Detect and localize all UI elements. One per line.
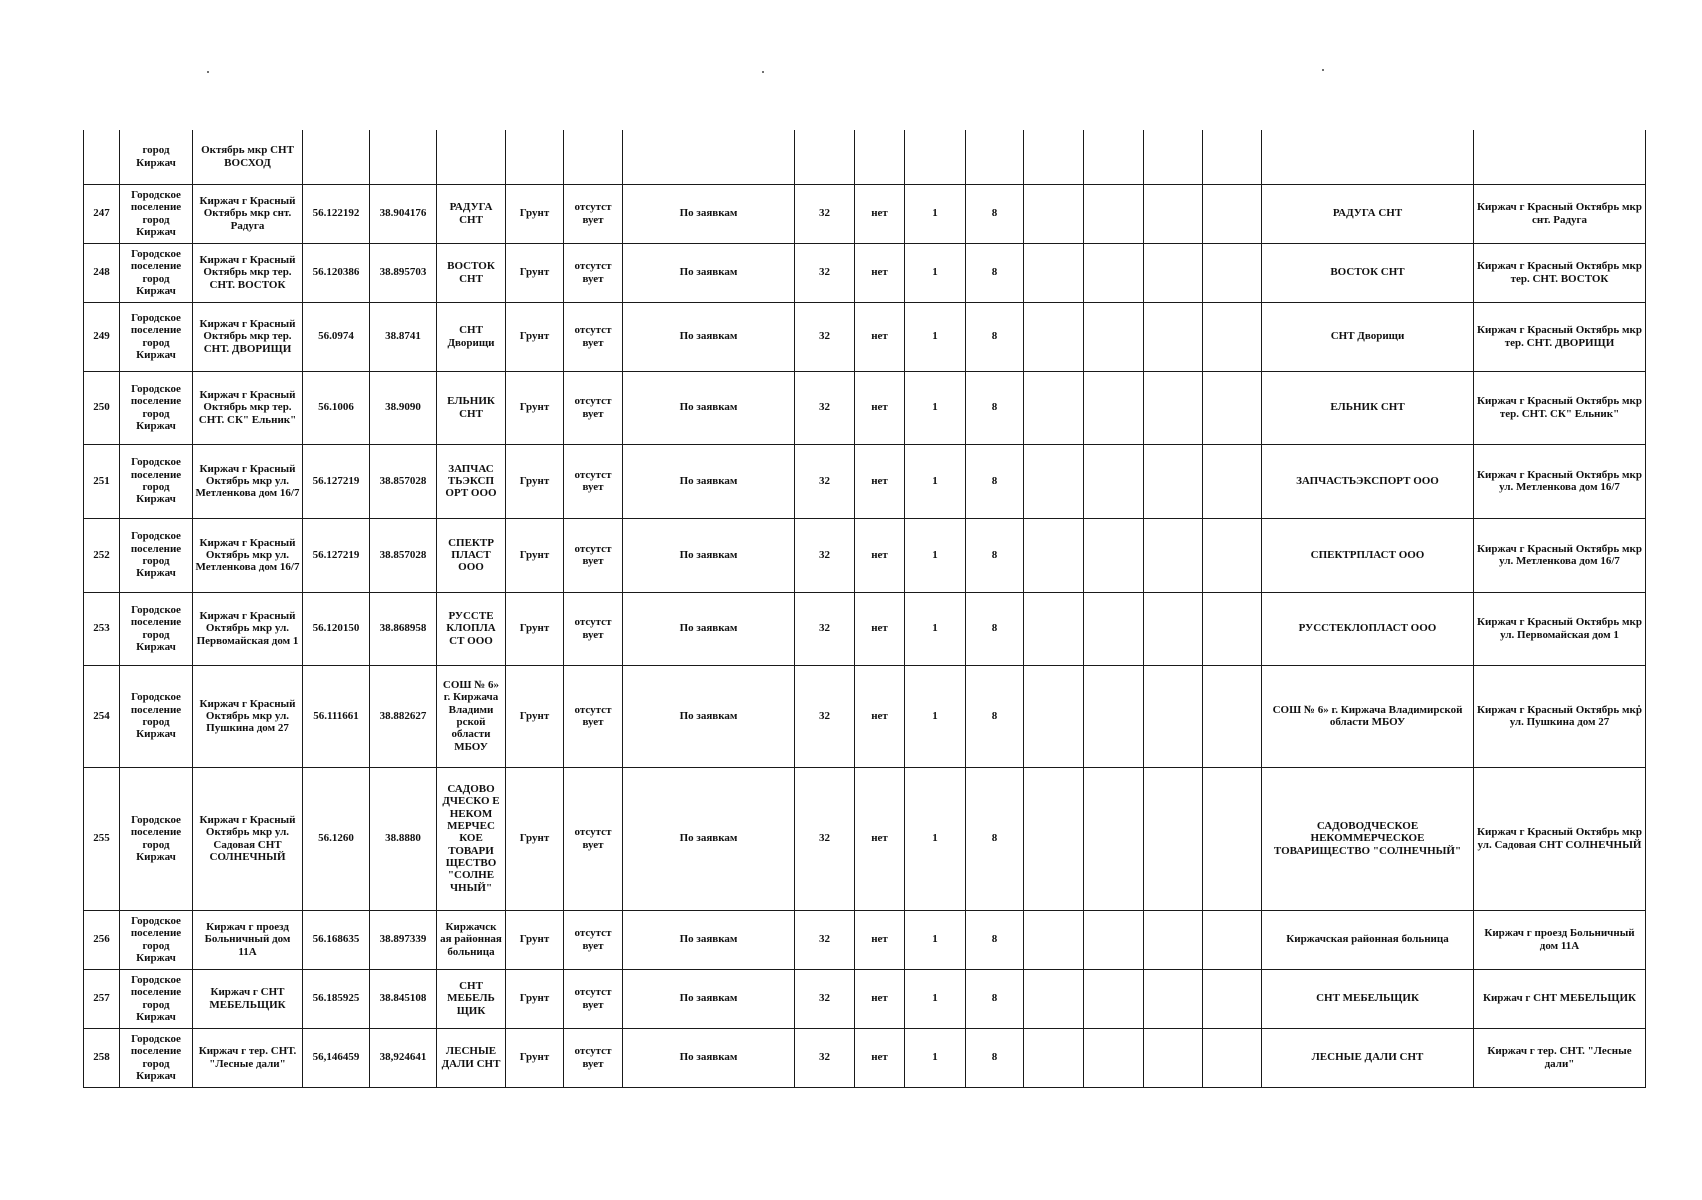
address-cell: Октябрь мкр СНТ ВОСХОД <box>193 130 303 184</box>
canopy-cell: нет <box>855 910 905 969</box>
empty-cell <box>1144 518 1203 592</box>
empty-cell <box>1024 184 1084 243</box>
capacity-cell: 32 <box>795 184 855 243</box>
empty-cell <box>1144 767 1203 910</box>
schedule-cell: По заявкам <box>623 243 795 302</box>
fence-cell: отсутст вует <box>564 910 623 969</box>
empty-cell <box>1024 130 1084 184</box>
row-number-cell: 252 <box>84 518 120 592</box>
schedule-cell: По заявкам <box>623 910 795 969</box>
address-cell: Киржач г Красный Октябрь мкр ул. Первомайская дом 1 <box>193 592 303 665</box>
empty-cell <box>1203 592 1262 665</box>
table-row <box>84 910 1646 969</box>
latitude-cell: 56.0974 <box>303 302 370 371</box>
owner-name-cell: СНТ МЕБЕЛЬЩИК <box>1262 969 1474 1028</box>
fence-cell: отсутст вует <box>564 444 623 518</box>
latitude-cell: 56.120150 <box>303 592 370 665</box>
latitude-cell: 56,146459 <box>303 1028 370 1087</box>
canopy-cell: нет <box>855 518 905 592</box>
surface-cell: Грунт <box>506 1028 564 1087</box>
fence-cell: отсутст вует <box>564 665 623 767</box>
table-row <box>84 184 1646 243</box>
address-cell: Киржач г Красный Октябрь мкр снт. Радуга <box>193 184 303 243</box>
fence-cell: отсутст вует <box>564 302 623 371</box>
source-org-cell <box>437 130 506 184</box>
empty-cell <box>1144 592 1203 665</box>
owner-address-cell: Киржач г Красный Октябрь мкр ул. Садовая СНТ СОЛНЕЧНЫЙ <box>1474 767 1646 910</box>
table-row <box>84 371 1646 444</box>
owner-address-cell: Киржач г Красный Октябрь мкр тер. СНТ. ДВОРИЩИ <box>1474 302 1646 371</box>
row-number-cell: 255 <box>84 767 120 910</box>
containers-cell: 1 <box>905 767 966 910</box>
empty-cell <box>1084 518 1144 592</box>
canopy-cell <box>855 130 905 184</box>
table-row <box>84 243 1646 302</box>
longitude-cell: 38.895703 <box>370 243 437 302</box>
volume-cell <box>966 130 1024 184</box>
address-cell: Киржач г тер. СНТ. "Лесные дали" <box>193 1028 303 1087</box>
capacity-cell: 32 <box>795 371 855 444</box>
address-cell: Киржач г Красный Октябрь мкр ул. Пушкина дом 27 <box>193 665 303 767</box>
canopy-cell: нет <box>855 302 905 371</box>
longitude-cell: 38,924641 <box>370 1028 437 1087</box>
surface-cell: Грунт <box>506 184 564 243</box>
longitude-cell <box>370 130 437 184</box>
empty-cell <box>1024 371 1084 444</box>
volume-cell: 8 <box>966 1028 1024 1087</box>
volume-cell: 8 <box>966 243 1024 302</box>
schedule-cell: По заявкам <box>623 518 795 592</box>
source-org-cell: СНТ МЕБЕЛЬ ЩИК <box>437 969 506 1028</box>
capacity-cell: 32 <box>795 910 855 969</box>
volume-cell: 8 <box>966 444 1024 518</box>
owner-address-cell: Киржач г Красный Октябрь мкр ул. Метленкова дом 16/7 <box>1474 518 1646 592</box>
volume-cell: 8 <box>966 910 1024 969</box>
settlement-cell: Городское поселение город Киржач <box>120 910 193 969</box>
empty-cell <box>1084 444 1144 518</box>
source-org-cell: ЗАПЧАС ТЬЭКСП ОРТ ООО <box>437 444 506 518</box>
source-org-cell: РАДУГА СНТ <box>437 184 506 243</box>
volume-cell: 8 <box>966 184 1024 243</box>
owner-address-cell: Киржач г тер. СНТ. "Лесные дали" <box>1474 1028 1646 1087</box>
empty-cell <box>1084 371 1144 444</box>
empty-cell <box>1203 371 1262 444</box>
longitude-cell: 38.897339 <box>370 910 437 969</box>
empty-cell <box>1203 444 1262 518</box>
empty-cell <box>1144 969 1203 1028</box>
source-org-cell: САДОВО ДЧЕСКО Е НЕКОМ МЕРЧЕС КОЕ ТОВАРИ ЩЕСТВО "СОЛНЕ ЧНЫЙ" <box>437 767 506 910</box>
containers-cell: 1 <box>905 518 966 592</box>
table-row <box>84 130 1646 184</box>
address-cell: Киржач г СНТ МЕБЕЛЬЩИК <box>193 969 303 1028</box>
capacity-cell: 32 <box>795 302 855 371</box>
table-row <box>84 592 1646 665</box>
owner-name-cell: ВОСТОК СНТ <box>1262 243 1474 302</box>
empty-cell <box>1144 444 1203 518</box>
owner-name-cell: ЕЛЬНИК СНТ <box>1262 371 1474 444</box>
containers-cell: 1 <box>905 969 966 1028</box>
empty-cell <box>1024 910 1084 969</box>
empty-cell <box>1144 1028 1203 1087</box>
table-row <box>84 518 1646 592</box>
owner-address-cell: Киржач г Красный Октябрь мкр снт. Радуга <box>1474 184 1646 243</box>
address-cell: Киржач г Красный Октябрь мкр ул. Метленкова дом 16/7 <box>193 518 303 592</box>
empty-cell <box>1144 184 1203 243</box>
settlement-cell: Городское поселение город Киржач <box>120 767 193 910</box>
longitude-cell: 38.868958 <box>370 592 437 665</box>
owner-name-cell: Киржачская районная больница <box>1262 910 1474 969</box>
owner-address-cell: Киржач г Красный Октябрь мкр ул. Пушкина дом 27 <box>1474 665 1646 767</box>
empty-cell <box>1024 767 1084 910</box>
row-number-cell: 257 <box>84 969 120 1028</box>
empty-cell <box>1203 518 1262 592</box>
schedule-cell: По заявкам <box>623 767 795 910</box>
row-number-cell: 253 <box>84 592 120 665</box>
waste-sites-table <box>83 130 1646 1088</box>
surface-cell: Грунт <box>506 969 564 1028</box>
containers-cell: 1 <box>905 910 966 969</box>
canopy-cell: нет <box>855 969 905 1028</box>
longitude-cell: 38.845108 <box>370 969 437 1028</box>
latitude-cell: 56.168635 <box>303 910 370 969</box>
longitude-cell: 38.8741 <box>370 302 437 371</box>
capacity-cell: 32 <box>795 1028 855 1087</box>
canopy-cell: нет <box>855 444 905 518</box>
empty-cell <box>1144 371 1203 444</box>
longitude-cell: 38.857028 <box>370 518 437 592</box>
fence-cell: отсутст вует <box>564 969 623 1028</box>
empty-cell <box>1144 665 1203 767</box>
schedule-cell: По заявкам <box>623 665 795 767</box>
owner-address-cell: Киржач г Красный Октябрь мкр ул. Первомайская дом 1 <box>1474 592 1646 665</box>
owner-address-cell: Киржач г Красный Октябрь мкр тер. СНТ. СК" Ельник" <box>1474 371 1646 444</box>
capacity-cell: 32 <box>795 518 855 592</box>
canopy-cell: нет <box>855 371 905 444</box>
empty-cell <box>1084 1028 1144 1087</box>
owner-address-cell: Киржач г СНТ МЕБЕЛЬЩИК <box>1474 969 1646 1028</box>
empty-cell <box>1084 302 1144 371</box>
fence-cell: отсутст вует <box>564 371 623 444</box>
empty-cell <box>1144 302 1203 371</box>
settlement-cell: Городское поселение город Киржач <box>120 444 193 518</box>
longitude-cell: 38.9090 <box>370 371 437 444</box>
row-number-cell: 251 <box>84 444 120 518</box>
settlement-cell: Городское поселение город Киржач <box>120 592 193 665</box>
containers-cell <box>905 130 966 184</box>
source-org-cell: СПЕКТР ПЛАСТ ООО <box>437 518 506 592</box>
fence-cell: отсутст вует <box>564 1028 623 1087</box>
source-org-cell: СНТ Дворищи <box>437 302 506 371</box>
empty-cell <box>1024 243 1084 302</box>
empty-cell <box>1084 969 1144 1028</box>
row-number-cell: 254 <box>84 665 120 767</box>
fence-cell: отсутст вует <box>564 767 623 910</box>
empty-cell <box>1144 910 1203 969</box>
owner-address-cell: Киржач г проезд Больничный дом 11А <box>1474 910 1646 969</box>
longitude-cell: 38.857028 <box>370 444 437 518</box>
schedule-cell: По заявкам <box>623 444 795 518</box>
volume-cell: 8 <box>966 302 1024 371</box>
longitude-cell: 38.8880 <box>370 767 437 910</box>
empty-cell <box>1203 969 1262 1028</box>
empty-cell <box>1144 243 1203 302</box>
owner-address-cell: Киржач г Красный Октябрь мкр ул. Метленкова дом 16/7 <box>1474 444 1646 518</box>
canopy-cell: нет <box>855 243 905 302</box>
surface-cell: Грунт <box>506 767 564 910</box>
schedule-cell <box>623 130 795 184</box>
empty-cell <box>1084 767 1144 910</box>
source-org-cell: ЛЕСНЫЕ ДАЛИ СНТ <box>437 1028 506 1087</box>
row-number-cell: 249 <box>84 302 120 371</box>
canopy-cell: нет <box>855 592 905 665</box>
empty-cell <box>1024 1028 1084 1087</box>
owner-name-cell <box>1262 130 1474 184</box>
scan-speck <box>1322 69 1324 71</box>
containers-cell: 1 <box>905 302 966 371</box>
empty-cell <box>1203 665 1262 767</box>
containers-cell: 1 <box>905 1028 966 1087</box>
settlement-cell: Городское поселение город Киржач <box>120 1028 193 1087</box>
address-cell: Киржач г Красный Октябрь мкр ул. Садовая СНТ СОЛНЕЧНЫЙ <box>193 767 303 910</box>
volume-cell: 8 <box>966 371 1024 444</box>
empty-cell <box>1024 592 1084 665</box>
schedule-cell: По заявкам <box>623 302 795 371</box>
surface-cell: Грунт <box>506 444 564 518</box>
empty-cell <box>1203 1028 1262 1087</box>
surface-cell: Грунт <box>506 910 564 969</box>
surface-cell: Грунт <box>506 518 564 592</box>
schedule-cell: По заявкам <box>623 371 795 444</box>
latitude-cell: 56.127219 <box>303 444 370 518</box>
schedule-cell: По заявкам <box>623 969 795 1028</box>
volume-cell: 8 <box>966 767 1024 910</box>
source-org-cell: Киржачск ая районная больница <box>437 910 506 969</box>
table-row <box>84 444 1646 518</box>
owner-name-cell: РАДУГА СНТ <box>1262 184 1474 243</box>
settlement-cell: Городское поселение город Киржач <box>120 665 193 767</box>
settlement-cell: город Киржач <box>120 130 193 184</box>
owner-address-cell: Киржач г Красный Октябрь мкр тер. СНТ. ВОСТОК <box>1474 243 1646 302</box>
address-cell: Киржач г Красный Октябрь мкр тер. СНТ. ВОСТОК <box>193 243 303 302</box>
row-number-cell: 250 <box>84 371 120 444</box>
empty-cell <box>1084 130 1144 184</box>
source-org-cell: ВОСТОК СНТ <box>437 243 506 302</box>
source-org-cell: РУССТЕ КЛОПЛА СТ ООО <box>437 592 506 665</box>
fence-cell: отсутст вует <box>564 592 623 665</box>
empty-cell <box>1084 592 1144 665</box>
latitude-cell: 56.111661 <box>303 665 370 767</box>
owner-name-cell: РУССТЕКЛОПЛАСТ ООО <box>1262 592 1474 665</box>
empty-cell <box>1084 184 1144 243</box>
empty-cell <box>1084 910 1144 969</box>
settlement-cell: Городское поселение город Киржач <box>120 243 193 302</box>
owner-name-cell: ЛЕСНЫЕ ДАЛИ СНТ <box>1262 1028 1474 1087</box>
empty-cell <box>1024 969 1084 1028</box>
surface-cell <box>506 130 564 184</box>
settlement-cell: Городское поселение город Киржач <box>120 969 193 1028</box>
latitude-cell: 56.185925 <box>303 969 370 1028</box>
latitude-cell: 56.127219 <box>303 518 370 592</box>
longitude-cell: 38.882627 <box>370 665 437 767</box>
schedule-cell: По заявкам <box>623 592 795 665</box>
empty-cell <box>1203 302 1262 371</box>
canopy-cell: нет <box>855 767 905 910</box>
latitude-cell: 56.1260 <box>303 767 370 910</box>
empty-cell <box>1203 130 1262 184</box>
empty-cell <box>1203 767 1262 910</box>
canopy-cell: нет <box>855 184 905 243</box>
empty-cell <box>1203 184 1262 243</box>
row-number-cell: 248 <box>84 243 120 302</box>
row-number-cell: 256 <box>84 910 120 969</box>
owner-name-cell: ЗАПЧАСТЬЭКСПОРТ ООО <box>1262 444 1474 518</box>
latitude-cell: 56.120386 <box>303 243 370 302</box>
volume-cell: 8 <box>966 518 1024 592</box>
canopy-cell: нет <box>855 1028 905 1087</box>
fence-cell: отсутст вует <box>564 518 623 592</box>
address-cell: Киржач г Красный Октябрь мкр тер. СНТ. СК" Ельник" <box>193 371 303 444</box>
capacity-cell: 32 <box>795 665 855 767</box>
volume-cell: 8 <box>966 969 1024 1028</box>
owner-name-cell: САДОВОДЧЕСКОЕ НЕКОММЕРЧЕСКОЕ ТОВАРИЩЕСТВО "СОЛНЕЧНЫЙ" <box>1262 767 1474 910</box>
empty-cell <box>1084 665 1144 767</box>
empty-cell <box>1203 243 1262 302</box>
address-cell: Киржач г проезд Больничный дом 11А <box>193 910 303 969</box>
source-org-cell: ЕЛЬНИК СНТ <box>437 371 506 444</box>
surface-cell: Грунт <box>506 371 564 444</box>
owner-address-cell <box>1474 130 1646 184</box>
owner-name-cell: СПЕКТРПЛАСТ ООО <box>1262 518 1474 592</box>
volume-cell: 8 <box>966 665 1024 767</box>
containers-cell: 1 <box>905 592 966 665</box>
fence-cell <box>564 130 623 184</box>
volume-cell: 8 <box>966 592 1024 665</box>
row-number-cell: 247 <box>84 184 120 243</box>
latitude-cell: 56.1006 <box>303 371 370 444</box>
address-cell: Киржач г Красный Октябрь мкр ул. Метленкова дом 16/7 <box>193 444 303 518</box>
scan-speck <box>207 71 209 73</box>
schedule-cell: По заявкам <box>623 184 795 243</box>
empty-cell <box>1024 518 1084 592</box>
surface-cell: Грунт <box>506 592 564 665</box>
containers-cell: 1 <box>905 371 966 444</box>
surface-cell: Грунт <box>506 243 564 302</box>
latitude-cell: 56.122192 <box>303 184 370 243</box>
source-org-cell: СОШ № 6» г. Киржача Владими рской области МБОУ <box>437 665 506 767</box>
table-row <box>84 1028 1646 1087</box>
capacity-cell: 32 <box>795 444 855 518</box>
owner-name-cell: СОШ № 6» г. Киржача Владимирской области МБОУ <box>1262 665 1474 767</box>
empty-cell <box>1024 302 1084 371</box>
containers-cell: 1 <box>905 444 966 518</box>
settlement-cell: Городское поселение город Киржач <box>120 518 193 592</box>
fence-cell: отсутст вует <box>564 184 623 243</box>
schedule-cell: По заявкам <box>623 1028 795 1087</box>
empty-cell <box>1203 910 1262 969</box>
surface-cell: Грунт <box>506 665 564 767</box>
capacity-cell: 32 <box>795 243 855 302</box>
capacity-cell: 32 <box>795 767 855 910</box>
address-cell: Киржач г Красный Октябрь мкр тер. СНТ. ДВОРИЩИ <box>193 302 303 371</box>
table-row <box>84 665 1646 767</box>
row-number-cell <box>84 130 120 184</box>
surface-cell: Грунт <box>506 302 564 371</box>
capacity-cell: 32 <box>795 592 855 665</box>
empty-cell <box>1144 130 1203 184</box>
scan-speck <box>762 71 764 73</box>
empty-cell <box>1024 444 1084 518</box>
table-row <box>84 767 1646 910</box>
containers-cell: 1 <box>905 665 966 767</box>
settlement-cell: Городское поселение город Киржач <box>120 302 193 371</box>
table-row <box>84 969 1646 1028</box>
empty-cell <box>1084 243 1144 302</box>
containers-cell: 1 <box>905 184 966 243</box>
settlement-cell: Городское поселение город Киржач <box>120 371 193 444</box>
empty-cell <box>1024 665 1084 767</box>
fence-cell: отсутст вует <box>564 243 623 302</box>
settlement-cell: Городское поселение город Киржач <box>120 184 193 243</box>
capacity-cell: 32 <box>795 969 855 1028</box>
owner-name-cell: СНТ Дворищи <box>1262 302 1474 371</box>
capacity-cell <box>795 130 855 184</box>
longitude-cell: 38.904176 <box>370 184 437 243</box>
canopy-cell: нет <box>855 665 905 767</box>
table-row <box>84 302 1646 371</box>
row-number-cell: 258 <box>84 1028 120 1087</box>
latitude-cell <box>303 130 370 184</box>
containers-cell: 1 <box>905 243 966 302</box>
